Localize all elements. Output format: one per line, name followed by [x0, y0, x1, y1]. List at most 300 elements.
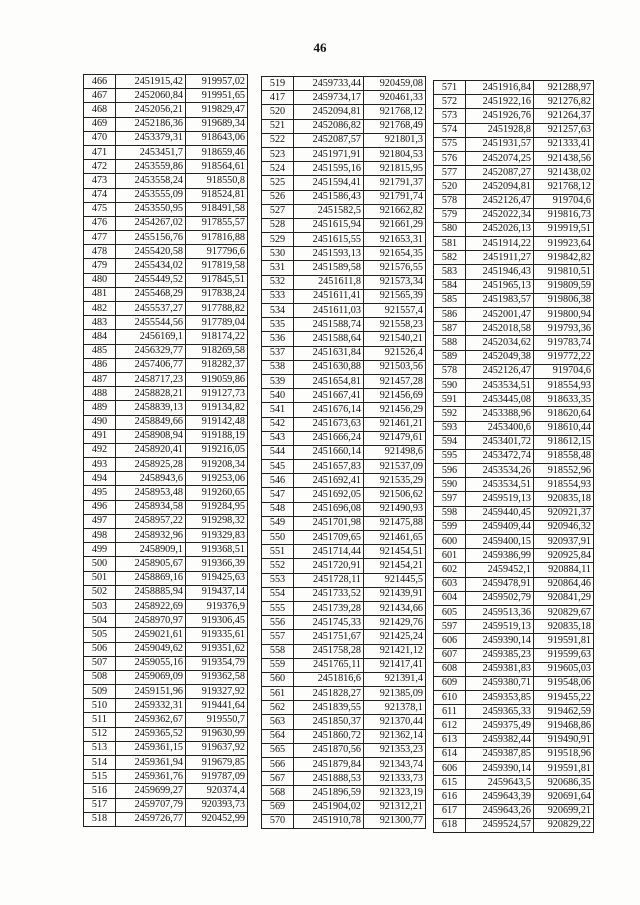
- y-coordinate-cell: 919772,22: [534, 350, 594, 364]
- x-coordinate-cell: 2451714,44: [294, 545, 364, 559]
- y-coordinate-cell: 921438,56: [534, 151, 594, 165]
- table-row: [434, 336, 594, 350]
- point-number-cell: 616: [434, 790, 466, 804]
- y-coordinate-cell: 919518,96: [534, 747, 594, 761]
- x-coordinate-cell: 2459151,96: [116, 685, 186, 699]
- x-coordinate-cell: 2453558,24: [116, 174, 186, 188]
- y-coordinate-cell: 919679,85: [186, 756, 248, 770]
- point-number-cell: 568: [262, 786, 294, 800]
- x-coordinate-cell: 2459332,31: [116, 699, 186, 713]
- x-coordinate-cell: 2451660,14: [294, 445, 364, 459]
- table-row: [434, 393, 594, 407]
- point-number-cell: 618: [434, 818, 466, 832]
- y-coordinate-cell: 919637,92: [186, 741, 248, 755]
- x-coordinate-cell: 2453388,96: [466, 407, 534, 421]
- point-number-cell: 581: [434, 237, 466, 251]
- table-row: [262, 233, 426, 247]
- table-row: [84, 514, 248, 528]
- point-number-cell: 480: [84, 273, 116, 287]
- x-coordinate-cell: 2458970,97: [116, 614, 186, 628]
- table-row: [262, 758, 426, 772]
- y-coordinate-cell: 921362,14: [364, 729, 426, 743]
- table-row: [84, 344, 248, 358]
- point-number-cell: 615: [434, 776, 466, 790]
- table-row: [262, 715, 426, 729]
- y-coordinate-cell: 919919,51: [534, 222, 594, 236]
- table-row: [84, 812, 248, 826]
- x-coordinate-cell: 2458909,1: [116, 543, 186, 557]
- point-number-cell: 554: [262, 587, 294, 601]
- y-coordinate-cell: 921343,74: [364, 758, 426, 772]
- y-coordinate-cell: 921457,28: [364, 374, 426, 388]
- y-coordinate-cell: 921815,95: [364, 162, 426, 176]
- x-coordinate-cell: 2457406,77: [116, 358, 186, 372]
- x-coordinate-cell: 2459707,79: [116, 798, 186, 812]
- point-number-cell: 493: [84, 458, 116, 472]
- x-coordinate-cell: 2451911,27: [466, 251, 534, 265]
- y-coordinate-cell: 919704,6: [534, 194, 594, 208]
- x-coordinate-cell: 2451586,43: [294, 190, 364, 204]
- table-row: [262, 389, 426, 403]
- y-coordinate-cell: 921429,76: [364, 616, 426, 630]
- table-row: [262, 318, 426, 332]
- y-coordinate-cell: 921300,77: [364, 814, 426, 828]
- y-coordinate-cell: 921557,4: [364, 304, 426, 318]
- y-coordinate-cell: 919605,03: [534, 662, 594, 676]
- point-number-cell: 511: [84, 713, 116, 727]
- y-coordinate-cell: 920691,64: [534, 790, 594, 804]
- point-number-cell: 543: [262, 431, 294, 445]
- x-coordinate-cell: 2451595,16: [294, 162, 364, 176]
- table-row: [262, 105, 426, 119]
- y-coordinate-cell: 921264,37: [534, 109, 594, 123]
- point-number-cell: 525: [262, 176, 294, 190]
- x-coordinate-cell: 2451594,41: [294, 176, 364, 190]
- point-number-cell: 550: [262, 531, 294, 545]
- y-coordinate-cell: 919591,81: [534, 762, 594, 776]
- x-coordinate-cell: 2459380,71: [466, 676, 534, 690]
- y-coordinate-cell: 921425,24: [364, 630, 426, 644]
- point-number-cell: 558: [262, 644, 294, 658]
- table-row: [262, 275, 426, 289]
- x-coordinate-cell: 2459390,14: [466, 762, 534, 776]
- y-coordinate-cell: 921257,63: [534, 123, 594, 137]
- x-coordinate-cell: 2452018,58: [466, 322, 534, 336]
- table-row: [262, 729, 426, 743]
- point-number-cell: 606: [434, 762, 466, 776]
- y-coordinate-cell: 917796,6: [186, 245, 248, 259]
- y-coordinate-cell: 919366,39: [186, 557, 248, 571]
- point-number-cell: 481: [84, 287, 116, 301]
- point-number-cell: 608: [434, 662, 466, 676]
- point-number-cell: 503: [84, 599, 116, 613]
- y-coordinate-cell: 919783,74: [534, 336, 594, 350]
- x-coordinate-cell: 2452186,36: [116, 117, 186, 131]
- x-coordinate-cell: 2451720,91: [294, 559, 364, 573]
- table-row: [84, 202, 248, 216]
- y-coordinate-cell: 919306,45: [186, 614, 248, 628]
- x-coordinate-cell: 2452126,47: [466, 194, 534, 208]
- table-row: [434, 662, 594, 676]
- x-coordinate-cell: 2451850,37: [294, 715, 364, 729]
- table-row: [84, 543, 248, 557]
- table-row: [434, 180, 594, 194]
- point-number-cell: 548: [262, 502, 294, 516]
- x-coordinate-cell: 2459386,99: [466, 549, 534, 563]
- x-coordinate-cell: 2458957,22: [116, 514, 186, 528]
- y-coordinate-cell: 919810,51: [534, 265, 594, 279]
- table-row: [84, 131, 248, 145]
- table-row: [434, 577, 594, 591]
- y-coordinate-cell: 920864,46: [534, 577, 594, 591]
- x-coordinate-cell: 2459385,23: [466, 648, 534, 662]
- x-coordinate-cell: 2451667,41: [294, 389, 364, 403]
- x-coordinate-cell: 2459362,67: [116, 713, 186, 727]
- point-number-cell: 599: [434, 520, 466, 534]
- point-number-cell: 556: [262, 616, 294, 630]
- point-number-cell: 501: [84, 571, 116, 585]
- point-number-cell: 530: [262, 247, 294, 261]
- y-coordinate-cell: 920937,91: [534, 535, 594, 549]
- y-coordinate-cell: 919490,91: [534, 733, 594, 747]
- x-coordinate-cell: 2452094,81: [294, 105, 364, 119]
- y-coordinate-cell: 919787,09: [186, 770, 248, 784]
- point-number-cell: 593: [434, 421, 466, 435]
- point-number-cell: 553: [262, 573, 294, 587]
- y-coordinate-cell: 919591,81: [534, 634, 594, 648]
- y-coordinate-cell: 921791,74: [364, 190, 426, 204]
- y-coordinate-cell: 921526,4: [364, 346, 426, 360]
- point-number-cell: 499: [84, 543, 116, 557]
- y-coordinate-cell: 918491,58: [186, 202, 248, 216]
- table-row: [262, 346, 426, 360]
- table-row: [434, 95, 594, 109]
- y-coordinate-cell: 921653,31: [364, 233, 426, 247]
- point-number-cell: 597: [434, 492, 466, 506]
- table-row: [434, 208, 594, 222]
- x-coordinate-cell: 2455449,52: [116, 273, 186, 287]
- point-number-cell: 587: [434, 322, 466, 336]
- x-coordinate-cell: 2453534,26: [466, 464, 534, 478]
- x-coordinate-cell: 2453451,7: [116, 145, 186, 159]
- y-coordinate-cell: 919284,95: [186, 500, 248, 514]
- table-row: [434, 350, 594, 364]
- y-coordinate-cell: 919329,83: [186, 529, 248, 543]
- y-coordinate-cell: 921535,29: [364, 474, 426, 488]
- y-coordinate-cell: 921276,82: [534, 95, 594, 109]
- x-coordinate-cell: 2458932,96: [116, 529, 186, 543]
- table-row: [262, 545, 426, 559]
- point-number-cell: 551: [262, 545, 294, 559]
- point-number-cell: 590: [434, 378, 466, 392]
- table-row: [434, 520, 594, 534]
- point-number-cell: 595: [434, 449, 466, 463]
- point-number-cell: 520: [434, 180, 466, 194]
- table-row: [84, 727, 248, 741]
- y-coordinate-cell: 920699,21: [534, 804, 594, 818]
- y-coordinate-cell: 918564,61: [186, 160, 248, 174]
- table-row: [434, 109, 594, 123]
- x-coordinate-cell: 2451692,41: [294, 474, 364, 488]
- point-number-cell: 473: [84, 174, 116, 188]
- point-number-cell: 517: [84, 798, 116, 812]
- table-row: [262, 644, 426, 658]
- y-coordinate-cell: 921540,21: [364, 332, 426, 346]
- y-coordinate-cell: 921445,5: [364, 573, 426, 587]
- y-coordinate-cell: 918620,64: [534, 407, 594, 421]
- point-number-cell: 510: [84, 699, 116, 713]
- table-row: [434, 506, 594, 520]
- x-coordinate-cell: 2451914,22: [466, 237, 534, 251]
- point-number-cell: 596: [434, 464, 466, 478]
- x-coordinate-cell: 2451728,11: [294, 573, 364, 587]
- point-number-cell: 590: [434, 478, 466, 492]
- x-coordinate-cell: 2451751,67: [294, 630, 364, 644]
- x-coordinate-cell: 2451654,81: [294, 374, 364, 388]
- table-row: [262, 77, 426, 91]
- x-coordinate-cell: 2459361,15: [116, 741, 186, 755]
- x-coordinate-cell: 2452074,25: [466, 151, 534, 165]
- table-row: [434, 322, 594, 336]
- y-coordinate-cell: 921565,39: [364, 289, 426, 303]
- table-row: [262, 516, 426, 530]
- x-coordinate-cell: 2458953,48: [116, 486, 186, 500]
- x-coordinate-cell: 2451692,05: [294, 488, 364, 502]
- table-row: [262, 743, 426, 757]
- x-coordinate-cell: 2451631,84: [294, 346, 364, 360]
- point-number-cell: 478: [84, 245, 116, 259]
- x-coordinate-cell: 2451666,24: [294, 431, 364, 445]
- table-row: [84, 443, 248, 457]
- point-number-cell: 529: [262, 233, 294, 247]
- x-coordinate-cell: 2458885,94: [116, 585, 186, 599]
- table-row: [434, 605, 594, 619]
- table-row: [84, 89, 248, 103]
- point-number-cell: 561: [262, 687, 294, 701]
- table-row: [262, 559, 426, 573]
- x-coordinate-cell: 2452060,84: [116, 89, 186, 103]
- x-coordinate-cell: 2451593,13: [294, 247, 364, 261]
- point-number-cell: 535: [262, 318, 294, 332]
- point-number-cell: 579: [434, 208, 466, 222]
- point-number-cell: 507: [84, 656, 116, 670]
- y-coordinate-cell: 920925,84: [534, 549, 594, 563]
- x-coordinate-cell: 2451971,91: [294, 147, 364, 161]
- table-row: [84, 571, 248, 585]
- y-coordinate-cell: 919425,63: [186, 571, 248, 585]
- x-coordinate-cell: 2458943,6: [116, 472, 186, 486]
- table-row: [434, 435, 594, 449]
- table-row: [84, 372, 248, 386]
- point-number-cell: 474: [84, 188, 116, 202]
- point-number-cell: 555: [262, 601, 294, 615]
- y-coordinate-cell: 921434,66: [364, 601, 426, 615]
- point-number-cell: 597: [434, 620, 466, 634]
- x-coordinate-cell: 2459382,44: [466, 733, 534, 747]
- y-coordinate-cell: 920459,08: [364, 77, 426, 91]
- table-row: [434, 449, 594, 463]
- x-coordinate-cell: 2453550,95: [116, 202, 186, 216]
- y-coordinate-cell: 921461,65: [364, 531, 426, 545]
- y-coordinate-cell: 919253,06: [186, 472, 248, 486]
- x-coordinate-cell: 2459643,26: [466, 804, 534, 818]
- x-coordinate-cell: 2451676,14: [294, 403, 364, 417]
- point-number-cell: 576: [434, 151, 466, 165]
- x-coordinate-cell: 2459519,13: [466, 492, 534, 506]
- y-coordinate-cell: 919548,06: [534, 676, 594, 690]
- point-number-cell: 540: [262, 389, 294, 403]
- x-coordinate-cell: 2456169,1: [116, 330, 186, 344]
- x-coordinate-cell: 2458839,13: [116, 401, 186, 415]
- table-row: [434, 293, 594, 307]
- y-coordinate-cell: 919351,62: [186, 642, 248, 656]
- coordinate-tables: [0, 74, 640, 844]
- y-coordinate-cell: 921333,73: [364, 772, 426, 786]
- y-coordinate-cell: 921323,19: [364, 786, 426, 800]
- table-row: [434, 648, 594, 662]
- x-coordinate-cell: 2459390,14: [466, 634, 534, 648]
- y-coordinate-cell: 921506,62: [364, 488, 426, 502]
- table-row: [434, 705, 594, 719]
- table-row: [84, 160, 248, 174]
- y-coordinate-cell: 919793,36: [534, 322, 594, 336]
- x-coordinate-cell: 2451879,84: [294, 758, 364, 772]
- y-coordinate-cell: 920829,22: [534, 818, 594, 832]
- y-coordinate-cell: 919550,7: [186, 713, 248, 727]
- table-row: [262, 587, 426, 601]
- x-coordinate-cell: 2451611,03: [294, 304, 364, 318]
- point-number-cell: 580: [434, 222, 466, 236]
- table-row: [434, 492, 594, 506]
- x-coordinate-cell: 2459387,85: [466, 747, 534, 761]
- y-coordinate-cell: 921768,12: [364, 105, 426, 119]
- y-coordinate-cell: 917789,04: [186, 316, 248, 330]
- table-row: [434, 776, 594, 790]
- x-coordinate-cell: 2451839,55: [294, 701, 364, 715]
- x-coordinate-cell: 2459409,44: [466, 520, 534, 534]
- y-coordinate-cell: 917819,58: [186, 259, 248, 273]
- point-number-cell: 486: [84, 358, 116, 372]
- point-number-cell: 495: [84, 486, 116, 500]
- table-row: [262, 460, 426, 474]
- table-row: [84, 145, 248, 159]
- y-coordinate-cell: 921454,51: [364, 545, 426, 559]
- y-coordinate-cell: 921438,02: [534, 166, 594, 180]
- y-coordinate-cell: 921385,09: [364, 687, 426, 701]
- point-number-cell: 504: [84, 614, 116, 628]
- x-coordinate-cell: 2453400,6: [466, 421, 534, 435]
- table-row: [434, 308, 594, 322]
- point-number-cell: 575: [434, 137, 466, 151]
- y-coordinate-cell: 921662,82: [364, 204, 426, 218]
- x-coordinate-cell: 2458849,66: [116, 415, 186, 429]
- y-coordinate-cell: 921353,23: [364, 743, 426, 757]
- x-coordinate-cell: 2451888,53: [294, 772, 364, 786]
- y-coordinate-cell: 919298,32: [186, 514, 248, 528]
- table-row: [434, 818, 594, 832]
- y-coordinate-cell: 921791,37: [364, 176, 426, 190]
- table-row: [84, 599, 248, 613]
- point-number-cell: 467: [84, 89, 116, 103]
- y-coordinate-cell: 918659,46: [186, 145, 248, 159]
- x-coordinate-cell: 2459502,79: [466, 591, 534, 605]
- table-row: [434, 421, 594, 435]
- point-number-cell: 544: [262, 445, 294, 459]
- point-number-cell: 582: [434, 251, 466, 265]
- table-row: [262, 630, 426, 644]
- y-coordinate-cell: 918633,35: [534, 393, 594, 407]
- point-number-cell: 496: [84, 500, 116, 514]
- point-number-cell: 586: [434, 308, 466, 322]
- x-coordinate-cell: 2459478,91: [466, 577, 534, 591]
- x-coordinate-cell: 2451946,43: [466, 265, 534, 279]
- point-number-cell: 502: [84, 585, 116, 599]
- x-coordinate-cell: 2458908,94: [116, 429, 186, 443]
- point-number-cell: 508: [84, 670, 116, 684]
- x-coordinate-cell: 2459440,45: [466, 506, 534, 520]
- table-row: [434, 634, 594, 648]
- point-number-cell: 484: [84, 330, 116, 344]
- point-number-cell: 552: [262, 559, 294, 573]
- x-coordinate-cell: 2459361,76: [116, 770, 186, 784]
- y-coordinate-cell: 917788,82: [186, 302, 248, 316]
- y-coordinate-cell: 921503,56: [364, 360, 426, 374]
- y-coordinate-cell: 918610,44: [534, 421, 594, 435]
- x-coordinate-cell: 2459365,33: [466, 705, 534, 719]
- point-number-cell: 522: [262, 133, 294, 147]
- y-coordinate-cell: 921333,41: [534, 137, 594, 151]
- point-number-cell: 592: [434, 407, 466, 421]
- y-coordinate-cell: 919437,14: [186, 585, 248, 599]
- x-coordinate-cell: 2451582,5: [294, 204, 364, 218]
- x-coordinate-cell: 2451904,02: [294, 800, 364, 814]
- point-number-cell: 469: [84, 117, 116, 131]
- point-number-cell: 572: [434, 95, 466, 109]
- x-coordinate-cell: 2451931,57: [466, 137, 534, 151]
- y-coordinate-cell: 921417,41: [364, 658, 426, 672]
- x-coordinate-cell: 2459734,17: [294, 91, 364, 105]
- table-row: [84, 614, 248, 628]
- table-row: [262, 119, 426, 133]
- point-number-cell: 476: [84, 216, 116, 230]
- y-coordinate-cell: 917845,51: [186, 273, 248, 287]
- x-coordinate-cell: 2459021,61: [116, 628, 186, 642]
- point-number-cell: 470: [84, 131, 116, 145]
- table-row: [84, 741, 248, 755]
- x-coordinate-cell: 2451860,72: [294, 729, 364, 743]
- y-coordinate-cell: 919376,9: [186, 599, 248, 613]
- x-coordinate-cell: 2459699,27: [116, 784, 186, 798]
- y-coordinate-cell: 919816,73: [534, 208, 594, 222]
- y-coordinate-cell: 920374,4: [186, 784, 248, 798]
- table-row: [262, 616, 426, 630]
- x-coordinate-cell: 2459524,57: [466, 818, 534, 832]
- table-row: [262, 247, 426, 261]
- table-row: [434, 620, 594, 634]
- y-coordinate-cell: 918550,8: [186, 174, 248, 188]
- point-number-cell: 569: [262, 800, 294, 814]
- x-coordinate-cell: 2451588,74: [294, 318, 364, 332]
- table-row: [84, 245, 248, 259]
- table-row: [84, 458, 248, 472]
- y-coordinate-cell: 921461,21: [364, 417, 426, 431]
- y-coordinate-cell: 920841,29: [534, 591, 594, 605]
- y-coordinate-cell: 919842,82: [534, 251, 594, 265]
- table-row: [262, 304, 426, 318]
- point-number-cell: 613: [434, 733, 466, 747]
- point-number-cell: 545: [262, 460, 294, 474]
- table-row: [262, 800, 426, 814]
